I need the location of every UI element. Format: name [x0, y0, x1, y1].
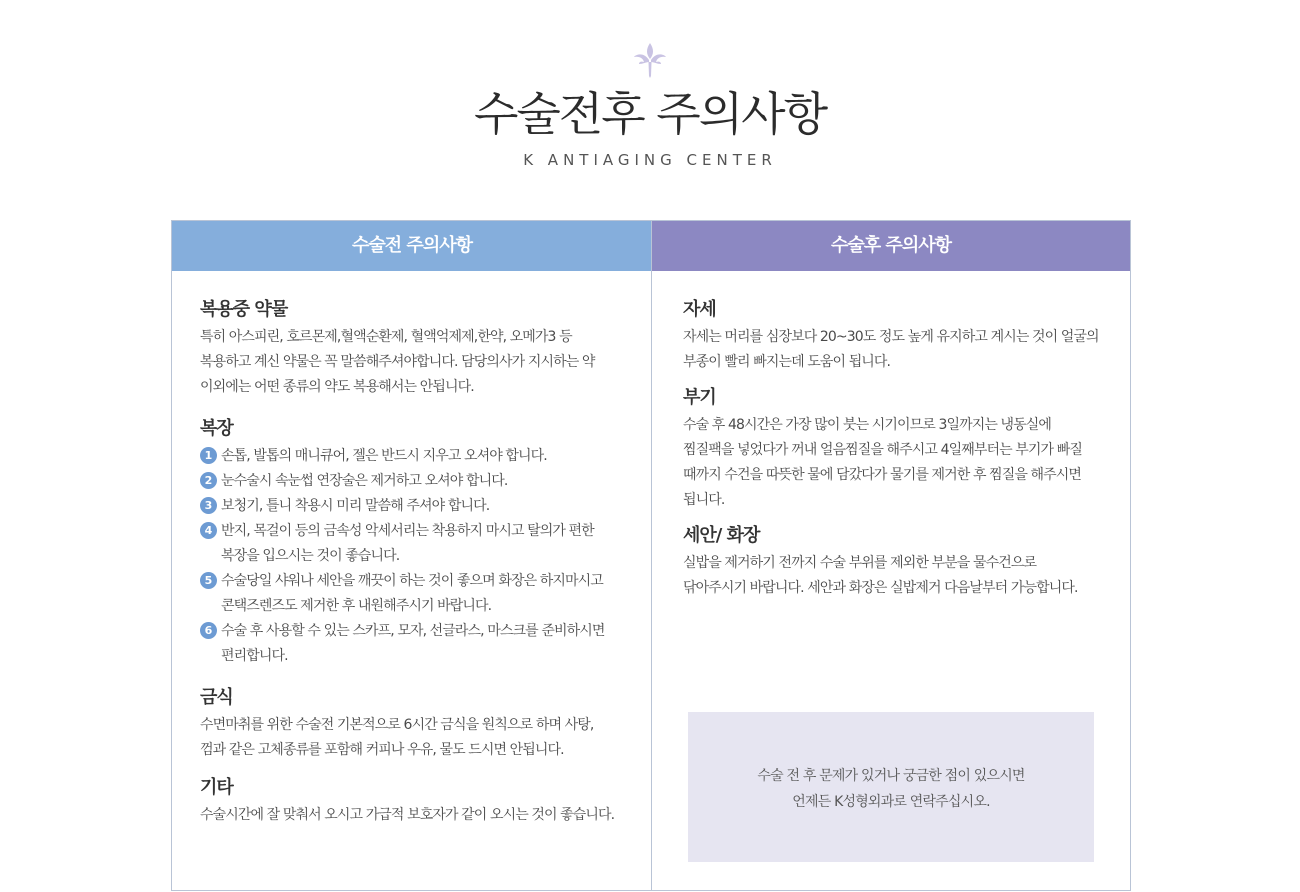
- section-title: 세안/ 화장: [683, 525, 760, 546]
- text-line: 실밥을 제거하기 전까지 수술 부위를 제외한 부분을 물수건으로: [683, 555, 1037, 571]
- text-line: 수술 후 48시간은 가장 많이 붓는 시기이므로 3일까지는 냉동실에: [683, 417, 1052, 433]
- text-line: 복장을 입으시는 것이 좋습니다.: [221, 548, 400, 564]
- after-surgery-body: [683, 299, 1110, 613]
- notice-line: 수술 전 후 문제가 있거나 궁금한 점이 있으시면: [757, 768, 1025, 784]
- text-line: 이외에는 어떤 종류의 약도 복용해서는 안됩니다.: [200, 379, 474, 395]
- text-line: 닦아주시기 바랍니다. 세안과 화장은 실밥제거 다음날부터 가능합니다.: [683, 580, 1078, 596]
- page-title: 수술전후 주의사항: [473, 87, 827, 141]
- text-line: 복용하고 계신 약물은 꼭 말씀해주셔야합니다. 담당의사가 지시하는 약: [200, 354, 595, 370]
- section-text: [200, 713, 632, 763]
- text-line: 때까지 수건을 따뜻한 물에 담갔다가 물기를 제거한 후 찜질을 해주시면: [683, 467, 1082, 483]
- section-title: 금식: [200, 687, 233, 708]
- attire-list: [200, 444, 632, 669]
- number-badge: 6: [200, 622, 217, 639]
- text-line: 부종이 빨리 빠지는데 도움이 됩니다.: [683, 354, 891, 370]
- section-title: 자세: [683, 299, 716, 320]
- section-text: [683, 551, 1110, 601]
- text-line: 찜질팩을 넣었다가 꺼내 얼음찜질을 해주시고 4일째부터는 부기가 빠질: [683, 442, 1082, 458]
- text-line: 특히 아스피린, 호르몬제,혈액순환제, 혈액억제제,한약, 오메가3 등: [200, 329, 572, 345]
- fleur-de-lis-icon: [630, 40, 670, 80]
- list-item: [200, 569, 632, 619]
- number-badge: 2: [200, 472, 217, 489]
- list-item: [200, 494, 632, 519]
- section-swelling: [683, 387, 1110, 513]
- section-text: [683, 413, 1110, 513]
- text-line: 수면마취를 위한 수술전 기본적으로 6시간 금식을 원칙으로 하며 사탕,: [200, 717, 594, 733]
- number-badge: 3: [200, 497, 217, 514]
- after-surgery-panel: [651, 220, 1131, 891]
- text-line: 자세는 머리를 심장보다 20~30도 정도 높게 유지하고 계시는 것이 얼굴의: [683, 329, 1099, 345]
- notice-line: 언제든 K성형외과로 연락주십시오.: [792, 794, 990, 810]
- after-surgery-heading: 수술후 주의사항: [652, 221, 1130, 271]
- text-line: 수술당일 샤워나 세안을 깨끗이 하는 것이 좋으며 화장은 하지마시고: [221, 573, 603, 589]
- section-medication: [200, 299, 632, 400]
- text-line: 콘택즈렌즈도 제거한 후 내원해주시기 바랍니다.: [221, 598, 492, 614]
- section-text: [683, 325, 1110, 375]
- number-badge: 5: [200, 572, 217, 589]
- number-badge: 1: [200, 447, 217, 464]
- text-line: 수술시간에 잘 맞춰서 오시고 가급적 보호자가 같이 오시는 것이 좋습니다.: [200, 807, 615, 823]
- list-item: [200, 619, 632, 669]
- section-title: 복장: [200, 418, 233, 439]
- text-line: 반지, 목걸이 등의 금속성 악세서리는 착용하지 마시고 탈의가 편한: [221, 523, 594, 539]
- text-line: 손톱, 발톱의 매니큐어, 젤은 반드시 지우고 오셔야 합니다.: [221, 448, 547, 464]
- section-washing: [683, 525, 1110, 601]
- section-title: 복용중 약물: [200, 299, 288, 320]
- text-line: 보청기, 틀니 착용시 미리 말씀해 주셔야 합니다.: [221, 498, 490, 514]
- before-surgery-panel: [171, 220, 652, 891]
- contact-notice-box: [688, 712, 1094, 862]
- section-title: 기타: [200, 777, 233, 798]
- section-posture: [683, 299, 1110, 375]
- text-line: 껌과 같은 고체종류를 포함해 커피나 우유, 물도 드시면 안됩니다.: [200, 742, 564, 758]
- list-item: [200, 444, 632, 469]
- section-text: [200, 803, 632, 828]
- section-fasting: [200, 687, 632, 763]
- text-line: 됩니다.: [683, 492, 725, 508]
- before-surgery-body: [200, 299, 632, 840]
- page-subtitle: K ANTIAGING CENTER: [523, 151, 777, 169]
- section-attire: [200, 418, 632, 669]
- text-line: 수술 후 사용할 수 있는 스카프, 모자, 선글라스, 마스크를 준비하시면: [221, 623, 605, 639]
- section-title: 부기: [683, 387, 716, 408]
- section-text: [200, 325, 632, 400]
- section-etc: [200, 777, 632, 828]
- text-line: 눈수술시 속눈썹 연장술은 제거하고 오셔야 합니다.: [221, 473, 508, 489]
- list-item: [200, 519, 632, 569]
- before-surgery-heading: 수술전 주의사항: [172, 221, 652, 271]
- text-line: 편리합니다.: [221, 648, 288, 664]
- list-item: [200, 469, 632, 494]
- number-badge: 4: [200, 522, 217, 539]
